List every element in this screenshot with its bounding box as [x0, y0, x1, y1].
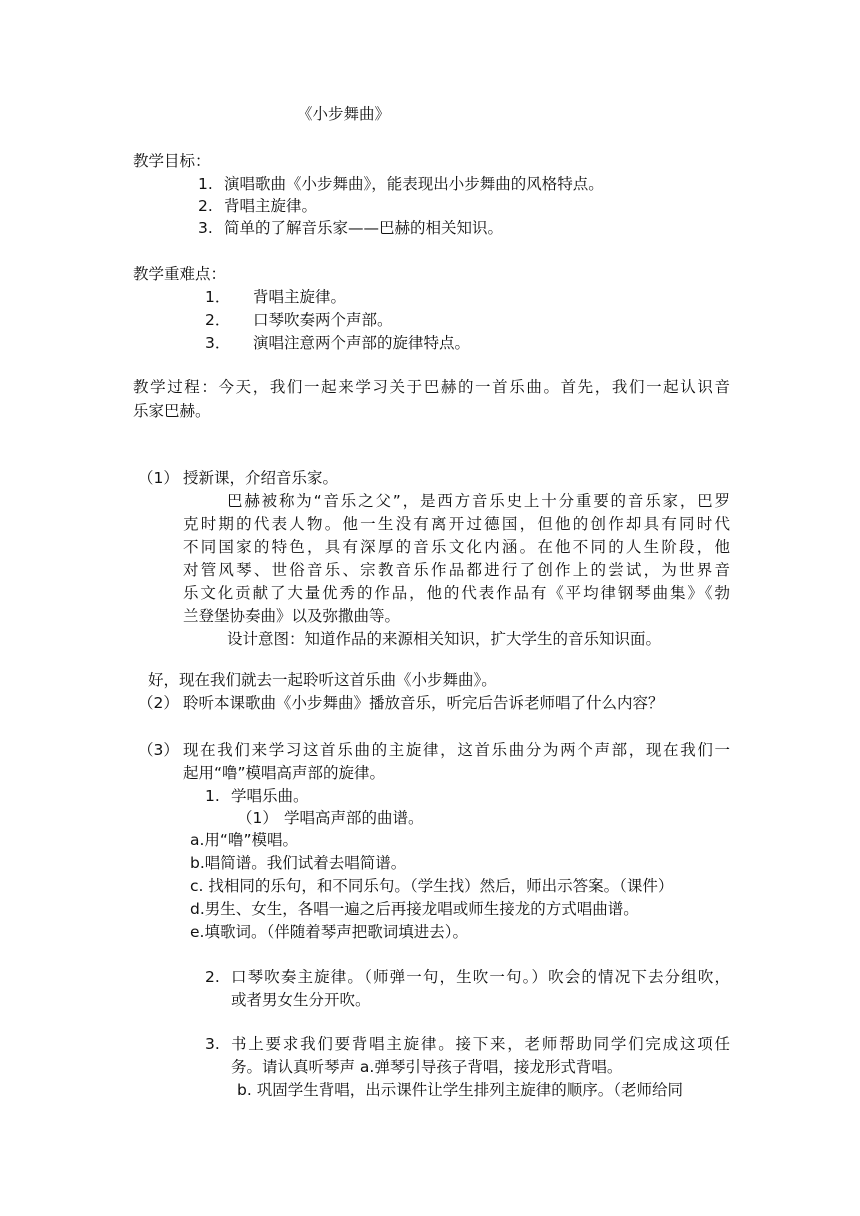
objective-num-3: 3. [198, 219, 213, 237]
bach-para-line-2: 克时期的代表人物。他一生没有离开过德国，但他的创作却具有同时代 [183, 515, 730, 533]
sub1-text: 学唱乐曲。 [231, 787, 309, 805]
sub1-number: 1. [205, 787, 220, 805]
keypoint-num-2: 2． [205, 311, 231, 329]
sub1-item-e: e.填歌词。（伴随着琴声把歌词填进去）。 [190, 923, 468, 941]
keypoint-text-1: 背唱主旋律。 [253, 288, 347, 306]
step2-text: 聆听本课歌曲《小步舞曲》播放音乐，听完后告诉老师唱了什么内容？ [183, 694, 664, 712]
sub3-line-2: 务。请认真听琴声 a.弹琴引导孩子背唱，接龙形式背唱。 [231, 1058, 623, 1076]
sub1-inner-text: 学唱高声部的曲谱。 [284, 809, 424, 827]
sub3-line-3: b. 巩固学生背唱，出示课件让学生排列主旋律的顺序。（老师给同 [237, 1081, 683, 1099]
step1-title: 授新课，介绍音乐家。 [183, 469, 339, 487]
sub3-number: 3. [205, 1035, 220, 1053]
keypoint-text-2: 口琴吹奏两个声部。 [253, 311, 393, 329]
transition-line: 好，现在我们就去一起聆听这首乐曲《小步舞曲》。 [148, 671, 497, 689]
objective-text-2: 背唱主旋律。 [224, 197, 318, 215]
keypoints-heading: 教学重难点： [133, 265, 227, 283]
step3-number: （3） [138, 741, 179, 759]
step1-number: （1） [138, 469, 179, 487]
step3-line-1: 现在我们来学习这首乐曲的主旋律，这首乐曲分为两个声部，现在我们一 [183, 741, 730, 759]
step2-number: （2） [138, 694, 179, 712]
objectives-heading: 教学目标： [133, 152, 211, 170]
sub1-item-b: b.唱简谱。我们试着去唱简谱。 [190, 854, 407, 872]
keypoint-num-3: 3． [205, 334, 231, 352]
sub1-item-d: d.男生、女生，各唱一遍之后再接龙唱或师生接龙的方式唱曲谱。 [190, 900, 639, 918]
design-intent: 设计意图：知道作品的来源相关知识，扩大学生的音乐知识面。 [227, 630, 662, 648]
keypoint-num-1: 1． [205, 288, 231, 306]
objective-text-1: 演唱歌曲《小步舞曲》，能表现出小步舞曲的风格特点。 [224, 175, 604, 193]
sub2-line-2: 或者男女生分开吹。 [231, 991, 371, 1009]
bach-para-line-6: 兰登堡协奏曲》以及弥撒曲等。 [183, 607, 401, 625]
bach-para-line-1: 巴赫被称为“音乐之父”，是西方音乐史上十分重要的音乐家，巴罗 [227, 492, 730, 510]
bach-para-line-5: 乐文化贡献了大量优秀的作品，他的代表作品有《平均律钢琴曲集》《勃 [183, 584, 730, 602]
sub2-line-1: 口琴吹奏主旋律。（师弹一句，生吹一句。）吹会的情况下去分组吹， [231, 968, 730, 986]
objective-num-1: 1. [198, 175, 213, 193]
process-line-1: 教学过程：今天，我们一起来学习关于巴赫的一首乐曲。首先，我们一起认识音 [133, 378, 730, 396]
sub1-inner-number: （1） [237, 809, 278, 827]
sub1-item-c: c. 找相同的乐句，和不同乐句。（学生找）然后，师出示答案。（课件） [190, 877, 674, 895]
sub3-line-1: 书上要求我们要背唱主旋律。接下来，老师帮助同学们完成这项任 [231, 1035, 730, 1053]
step3-line-2: 起用“噜”模唱高声部的旋律。 [183, 764, 386, 782]
process-line-2: 乐家巴赫。 [133, 402, 211, 420]
bach-para-line-3: 不同国家的特色，具有深厚的音乐文化内涵。在他不同的人生阶段，他 [183, 538, 730, 556]
sub2-number: 2. [205, 968, 220, 986]
sub1-item-a: a.用“噜”模唱。 [190, 831, 298, 849]
objective-text-3: 简单的了解音乐家——巴赫的相关知识。 [224, 219, 504, 237]
keypoint-text-3: 演唱注意两个声部的旋律特点。 [253, 334, 471, 352]
bach-para-line-4: 对管风琴、世俗音乐、宗教音乐作品都进行了创作上的尝试，为世界音 [183, 561, 730, 579]
objective-num-2: 2. [198, 197, 213, 215]
document-title: 《小步舞曲》 [297, 105, 391, 123]
